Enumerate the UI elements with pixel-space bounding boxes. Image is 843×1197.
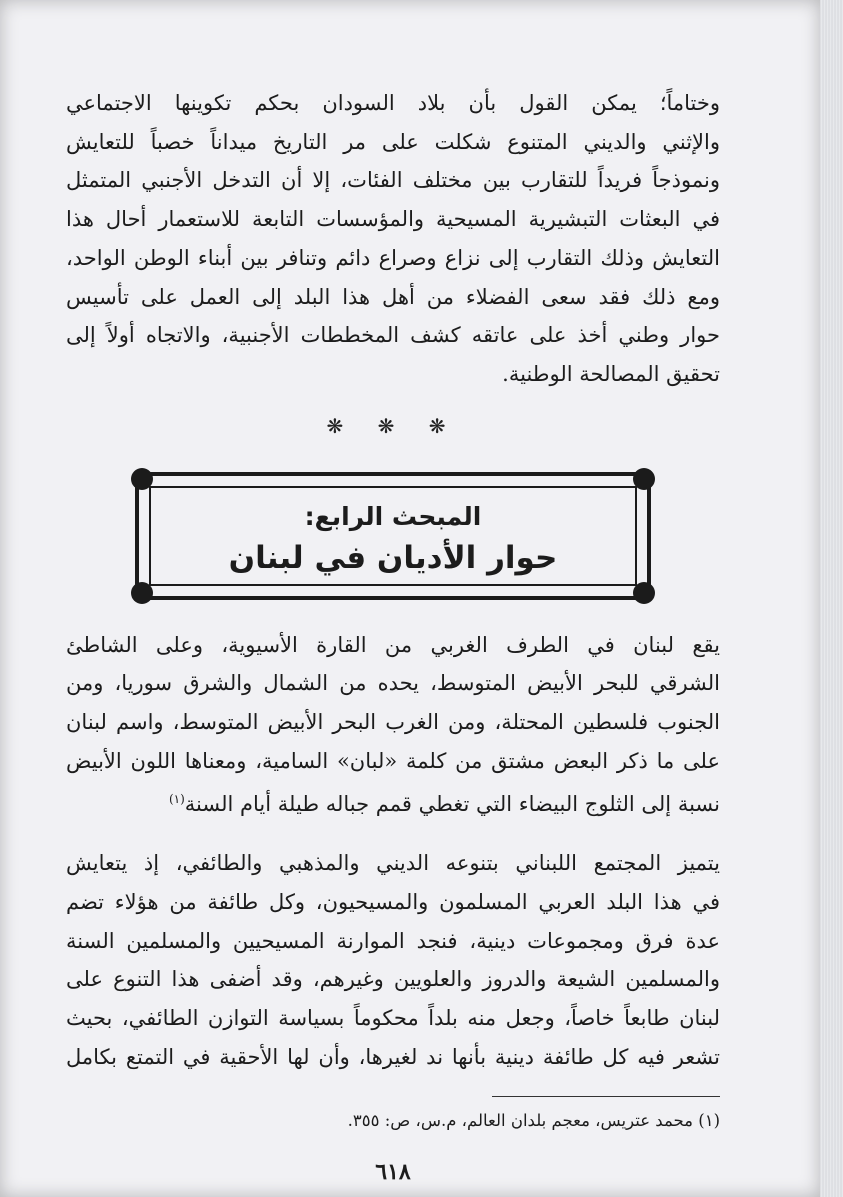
- section-heading: [139, 498, 647, 580]
- text-line: والإثني والديني المتنوع شكلت على مر التاريخ ميداناً خصباً للتعايش: [66, 129, 720, 154]
- text-line: تحقيق المصالحة الوطنية.: [502, 361, 720, 386]
- frame-corner-ornament: [633, 582, 655, 604]
- page-number: ٦١٨: [375, 1159, 411, 1186]
- footnote-divider: [492, 1096, 720, 1097]
- text-line: الجنوب فلسطين المحتلة، ومن الغرب البحر الأبيض المتوسط، واسم لبنان: [66, 710, 720, 735]
- text-line: حوار وطني أخذ على عاتقه كشف المخططات الأجنبية، والاتجاه أولاً إلى: [66, 323, 720, 348]
- frame-corner-ornament: [131, 468, 153, 490]
- section-heading-title: المبحث الرابع:: [304, 501, 482, 531]
- footnote: (١) محمد عتريس، معجم بلدان العالم، م.س، ص: ٣٥٥.: [347, 1111, 720, 1131]
- section-heading-subtitle: حوار الأديان في لبنان: [228, 539, 558, 576]
- text-line: ومع ذلك فقد سعى الفضلاء من أهل هذا البلد إلى العمل على تأسيس: [66, 284, 720, 309]
- page-content: [66, 84, 720, 1185]
- text-line: وختاماً؛ يمكن القول بأن بلاد السودان بحكم تكوينها الاجتماعي: [66, 91, 720, 115]
- text-line: التعايش وذلك التقارب إلى نزاع وصراع دائم وتنافر بين أبناء الوطن الواحد،: [66, 245, 720, 270]
- footnote-marker: (١): [168, 792, 185, 807]
- text-line: في البعثات التبشيرية المسيحية والمؤسسات التابعة للاستعمار أحال هذا: [66, 207, 720, 232]
- text-line: عدة فرق ومجموعات دينية، فنجد الموارنة المسيحيين والمسلمين السنة: [66, 928, 720, 953]
- text-line: يتميز المجتمع اللبناني بتنوعه الديني والمذهبي والطائفي، إذ يتعايش: [66, 851, 720, 876]
- paragraph-conclusion-sudan: [66, 84, 720, 394]
- paragraph-lebanon-geography: [66, 626, 720, 825]
- book-page-edges: [820, 0, 843, 1197]
- frame-corner-ornament: [131, 582, 153, 604]
- section-heading-frame: [135, 472, 651, 600]
- frame-corner-ornament: [633, 468, 655, 490]
- text-line: والمسلمين الشيعة والدروز والعلويين وغيرهم، وقد أضفى هذا التنوع على: [66, 967, 720, 992]
- text-line: ونموذجاً فريداً للتقارب بين مختلف الفئات، إلا أن التدخل الأجنبي المتمثل: [66, 168, 720, 193]
- text-line: الشرقي للبحر الأبيض المتوسط، يحده من الشمال والشرق سوريا، ومن: [66, 671, 720, 696]
- text-line: لبنان طابعاً خاصاً، وجعل منه بلداً محكوماً بسياسة التوازن الطائفي، بحيث: [66, 1005, 720, 1030]
- text-line: على ما ذكر البعض مشتق من كلمة «لبان» السامية، ومعناها اللون الأبيض: [66, 748, 720, 773]
- text-line: في هذا البلد العربي المسلمون والمسيحيون، وكل طائفة من هؤلاء تضم: [66, 889, 720, 914]
- section-separator: ❋ ❋ ❋: [326, 413, 460, 438]
- text-line-content: نسبة إلى الثلوج البيضاء التي تغطي قمم جباله طيلة أيام السنة: [184, 792, 720, 817]
- text-line: [66, 780, 720, 824]
- text-line: يقع لبنان في الطرف الغربي من القارة الأسيوية، وعلى الشاطئ: [66, 632, 720, 657]
- text-line: تشعر فيه كل طائفة دينية بأنها ند لغيرها، وأن لها الأحقية في التمتع بكامل: [66, 1044, 720, 1069]
- paragraph-lebanon-society: [66, 844, 720, 1076]
